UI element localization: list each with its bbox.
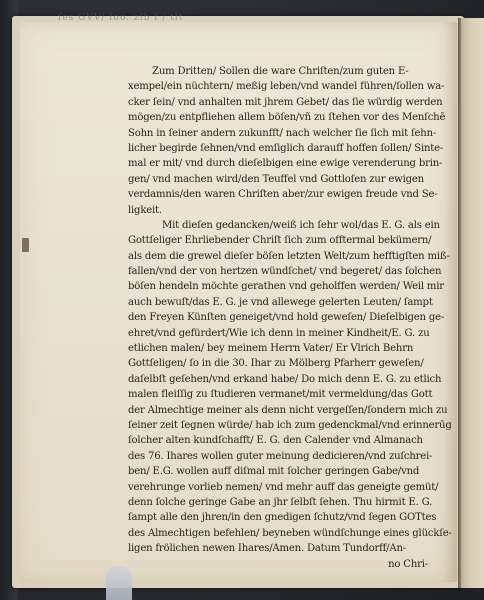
- text-line: ligen frölichen newen Ihares/Amen. Datum Tundorff/An-: [128, 543, 406, 555]
- text-line: Mit dieſen gedancken/weiß ich ſehr wol/das E. G. als ein: [162, 219, 440, 231]
- text-line: als dem die grewel dieſer böſen letzten Welt/zum hefftigſten miß-: [128, 250, 450, 262]
- text-line: fallen/vnd der von hertzen wündſchet/ vnd begeret/ das ſolchen: [128, 266, 442, 278]
- text-line: des 76. Ihares wollen guter meinung dedicieren/vnd zuſchrei-: [128, 450, 433, 462]
- text-line: ehret/vnd gefürdert/Wie ich denn in meiner Kindheit/E. G. zu: [128, 327, 430, 339]
- text-line: der Almechtige meiner als denn nicht vergeſſen/ſondern mich zu: [128, 404, 448, 416]
- text-line: ligkeit.: [128, 204, 162, 216]
- book-gutter: [458, 18, 461, 588]
- page-header-fragment: ſes GVV/ ſoo. zlb ſ / tlt: [58, 13, 184, 23]
- text-line: licher begirde ſehnen/vnd emſiglich darauff hoffen ſollen/ Sinte-: [128, 142, 444, 154]
- text-line: auch bewuſt/das E. G. je vnd allewege gelerten Leuten/ ſampt: [128, 296, 433, 308]
- text-line: böſen hendeln möchte gerathen vnd geholffen werden/ Weil mir: [128, 281, 444, 293]
- text-line: ſolcher alten kundſchafft/ E. G. den Calender vnd Almanach: [128, 435, 423, 447]
- text-line: xempel/ein nüchtern/ meßig leben/vnd wandel führen/ſollen wa-: [128, 81, 445, 93]
- text-line: etlichen malen/ bey meinem Herrn Vater/ Er Vlrich Behrn: [128, 343, 414, 355]
- text-line: mögen/zu entpfliehen allem böſen/vñ zu ſtehen vor des Menſchē: [128, 112, 446, 124]
- text-line: ſampt alle den jhren/in den gnedigen ſchutz/vnd ſegen GOTtes: [128, 512, 437, 524]
- text-line: malen fleiſſig zu ſtudieren vermanet/mit vermeldung/das Gott: [128, 389, 433, 401]
- text-line: gen/ vnd machen wird/den Teuffel vnd Gottloſen zur ewigen: [128, 173, 424, 185]
- text-line: Gottſeligen/ ſo in die 30. Ihar zu Mölberg Pfarherr geweſen/: [128, 358, 424, 370]
- text-line: des Almechtigen befehlen/ beyneben wündſchunge eines glückſe-: [128, 527, 452, 539]
- text-line: verehrunge vorlieb nemen/ vnd mehr auff das geneigte gemüt/: [128, 481, 439, 493]
- text-line: no Chri-: [388, 558, 428, 570]
- page-clip: [106, 566, 132, 600]
- text-line: cker ſein/ vnd anhalten mit jhrem Gebet/ das ſie würdig werden: [128, 96, 443, 108]
- text-line: daſelbſt geſehen/vnd erkand habe/ Do mich denn E. G. zu etlich: [128, 373, 442, 385]
- body-text: [128, 64, 452, 572]
- margin-stain: [22, 238, 29, 252]
- text-line: denn ſolche geringe Gabe an jhr ſelbſt ſehen. Thu hirmit E. G.: [128, 496, 433, 508]
- text-line: verdamnis/den waren Chriſten aber/zur ewigen freude vnd Se-: [128, 189, 438, 201]
- text-line: ben/ E.G. wollen auff diſmal mit ſolcher geringen Gabe/vnd: [128, 466, 420, 478]
- text-line: Gottſeliger Ehrliebender Chriſt ſich zum offtermal bekümern/: [128, 235, 432, 247]
- text-line: Zum Dritten/ Sollen die ware Chriſten/zum guten E-: [152, 66, 409, 77]
- text-line: den Freyen Künſten geneiget/vnd hold geweſen/ Dieſelbigen ge-: [128, 312, 445, 324]
- text-line: Sohn in ſeiner andern zukunfft/ nach welcher ſie ſich mit ſehn-: [128, 127, 437, 139]
- facing-page: [458, 18, 484, 588]
- text-line: ſeiner zeit ſegnen würde/ hab ich zum gedenckmal/vnd erinnerūg: [128, 419, 452, 431]
- text-line: mal er mit/ vnd durch dieſelbigen eine ewige verenderung brin-: [128, 158, 443, 170]
